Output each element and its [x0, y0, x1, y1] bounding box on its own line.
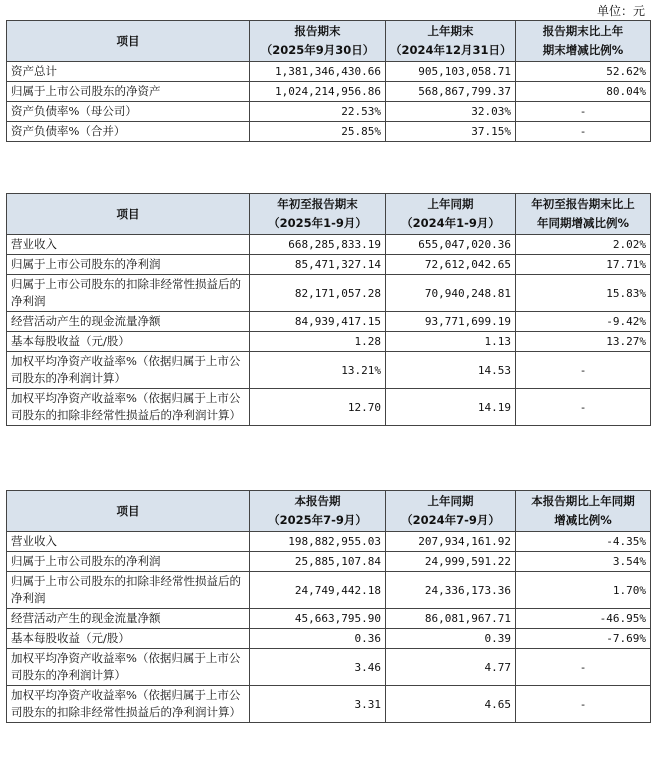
cell-value: 25.85%	[250, 122, 386, 142]
table-row	[7, 62, 651, 82]
row-label: 归属于上市公司股东的扣除非经常性损益后的净利润	[7, 572, 250, 609]
header-line: 项目	[116, 503, 140, 518]
header-cell-ytd	[250, 194, 386, 235]
row-label: 基本每股收益（元/股）	[7, 629, 250, 649]
header-cell-prior-year-end	[386, 21, 516, 62]
balance-summary-table	[6, 20, 651, 142]
table-row	[7, 686, 651, 723]
header-cell-change-pct	[516, 491, 651, 532]
cell-value: 655,047,020.36	[386, 235, 516, 255]
cell-value: 25,885,107.84	[250, 552, 386, 572]
cell-value: 86,081,967.71	[386, 609, 516, 629]
quarter-table	[6, 490, 651, 723]
header-line: 年初至报告期末	[277, 197, 358, 211]
cell-value: 1,024,214,956.86	[250, 82, 386, 102]
header-line: 期末增减比例%	[542, 43, 624, 57]
row-label: 营业收入	[7, 532, 250, 552]
header-cell-prior-period	[386, 194, 516, 235]
unit-label: 单位：元	[596, 4, 645, 18]
year-to-date-table	[6, 193, 651, 426]
cell-value: 905,103,058.71	[386, 62, 516, 82]
cell-value: 2.02%	[516, 235, 651, 255]
header-line: 报告期末比上年	[542, 24, 624, 38]
row-label: 经营活动产生的现金流量净额	[7, 312, 250, 332]
header-row	[7, 194, 651, 235]
cell-value: 13.21%	[250, 352, 386, 389]
table-row	[7, 609, 651, 629]
header-line: （2024年7-9月）	[401, 513, 500, 527]
cell-value: 93,771,699.19	[386, 312, 516, 332]
table-header	[7, 21, 651, 62]
row-label: 营业收入	[7, 235, 250, 255]
row-label: 归属于上市公司股东的净利润	[7, 255, 250, 275]
cell-value: -	[516, 649, 651, 686]
header-row	[7, 491, 651, 532]
table-row	[7, 102, 651, 122]
table-row	[7, 332, 651, 352]
header-line: 上年期末	[427, 24, 474, 38]
header-line: 项目	[116, 33, 140, 48]
row-label: 加权平均净资产收益率%（依据归属于上市公司股东的净利润计算）	[7, 649, 250, 686]
cell-value: 52.62%	[516, 62, 651, 82]
header-line: （2024年1-9月）	[401, 216, 500, 230]
header-row	[7, 21, 651, 62]
row-label: 资产负债率%（合并）	[7, 122, 250, 142]
table-row	[7, 572, 651, 609]
table-row	[7, 552, 651, 572]
header-cell-period-end	[250, 21, 386, 62]
header-line: （2024年12月31日）	[390, 43, 512, 57]
cell-value: 80.04%	[516, 82, 651, 102]
cell-value: 24,999,591.22	[386, 552, 516, 572]
row-label: 经营活动产生的现金流量净额	[7, 609, 250, 629]
table-header	[7, 194, 651, 235]
cell-value: -46.95%	[516, 609, 651, 629]
cell-value: -	[516, 352, 651, 389]
table-row	[7, 255, 651, 275]
cell-value: 4.65	[386, 686, 516, 723]
header-line: 上年同期	[427, 494, 474, 508]
table-row	[7, 235, 651, 255]
cell-value: -	[516, 686, 651, 723]
row-label: 资产总计	[7, 62, 250, 82]
cell-value: 37.15%	[386, 122, 516, 142]
cell-value: 1,381,346,430.66	[250, 62, 386, 82]
cell-value: 17.71%	[516, 255, 651, 275]
row-label: 归属于上市公司股东的净资产	[7, 82, 250, 102]
header-line: （2025年7-9月）	[268, 513, 367, 527]
table-row	[7, 122, 651, 142]
header-line: 本报告期	[294, 494, 341, 508]
cell-value: 207,934,161.92	[386, 532, 516, 552]
table-row	[7, 532, 651, 552]
header-line: 增减比例%	[554, 513, 612, 527]
cell-value: 568,867,799.37	[386, 82, 516, 102]
cell-value: 1.28	[250, 332, 386, 352]
cell-value: 85,471,327.14	[250, 255, 386, 275]
row-label: 加权平均净资产收益率%（依据归属于上市公司股东的扣除非经常性损益后的净利润计算）	[7, 686, 250, 723]
cell-value: -4.35%	[516, 532, 651, 552]
cell-value: 70,940,248.81	[386, 275, 516, 312]
row-label: 资产负债率%（母公司）	[7, 102, 250, 122]
table-header	[7, 491, 651, 532]
header-line: 年初至报告期末比上	[531, 197, 635, 211]
cell-value: 3.46	[250, 649, 386, 686]
header-cell-item	[7, 491, 250, 532]
table-row	[7, 629, 651, 649]
cell-value: 24,336,173.36	[386, 572, 516, 609]
header-cell-item	[7, 194, 250, 235]
cell-value: 1.13	[386, 332, 516, 352]
header-line: 年同期增减比例%	[536, 216, 630, 230]
cell-value: 32.03%	[386, 102, 516, 122]
header-line: （2025年1-9月）	[268, 216, 367, 230]
header-cell-item	[7, 21, 250, 62]
cell-value: 0.36	[250, 629, 386, 649]
row-label: 归属于上市公司股东的净利润	[7, 552, 250, 572]
header-line: 报告期末	[294, 24, 341, 38]
cell-value: 82,171,057.28	[250, 275, 386, 312]
cell-value: 24,749,442.18	[250, 572, 386, 609]
header-cell-change-pct	[516, 194, 651, 235]
cell-value: 13.27%	[516, 332, 651, 352]
header-line: 项目	[116, 206, 140, 221]
cell-value: 14.53	[386, 352, 516, 389]
cell-value: 45,663,795.90	[250, 609, 386, 629]
table-row	[7, 389, 651, 426]
header-cell-change-pct	[516, 21, 651, 62]
cell-value: 1.70%	[516, 572, 651, 609]
cell-value: 668,285,833.19	[250, 235, 386, 255]
cell-value: 22.53%	[250, 102, 386, 122]
cell-value: 72,612,042.65	[386, 255, 516, 275]
cell-value: 14.19	[386, 389, 516, 426]
cell-value: 198,882,955.03	[250, 532, 386, 552]
table-row	[7, 82, 651, 102]
table-row	[7, 275, 651, 312]
table-row	[7, 312, 651, 332]
cell-value: -7.69%	[516, 629, 651, 649]
cell-value: 3.31	[250, 686, 386, 723]
cell-value: -	[516, 389, 651, 426]
cell-value: -	[516, 102, 651, 122]
cell-value: -9.42%	[516, 312, 651, 332]
cell-value: -	[516, 122, 651, 142]
row-label: 加权平均净资产收益率%（依据归属于上市公司股东的净利润计算）	[7, 352, 250, 389]
cell-value: 15.83%	[516, 275, 651, 312]
header-cell-prior-period	[386, 491, 516, 532]
cell-value: 4.77	[386, 649, 516, 686]
header-cell-current-quarter	[250, 491, 386, 532]
header-line: （2025年9月30日）	[260, 43, 375, 57]
table-row	[7, 352, 651, 389]
cell-value: 0.39	[386, 629, 516, 649]
row-label: 归属于上市公司股东的扣除非经常性损益后的净利润	[7, 275, 250, 312]
row-label: 加权平均净资产收益率%（依据归属于上市公司股东的扣除非经常性损益后的净利润计算）	[7, 389, 250, 426]
cell-value: 84,939,417.15	[250, 312, 386, 332]
cell-value: 12.70	[250, 389, 386, 426]
table-row	[7, 649, 651, 686]
cell-value: 3.54%	[516, 552, 651, 572]
row-label: 基本每股收益（元/股）	[7, 332, 250, 352]
header-line: 上年同期	[427, 197, 474, 211]
header-line: 本报告期比上年同期	[531, 494, 635, 508]
